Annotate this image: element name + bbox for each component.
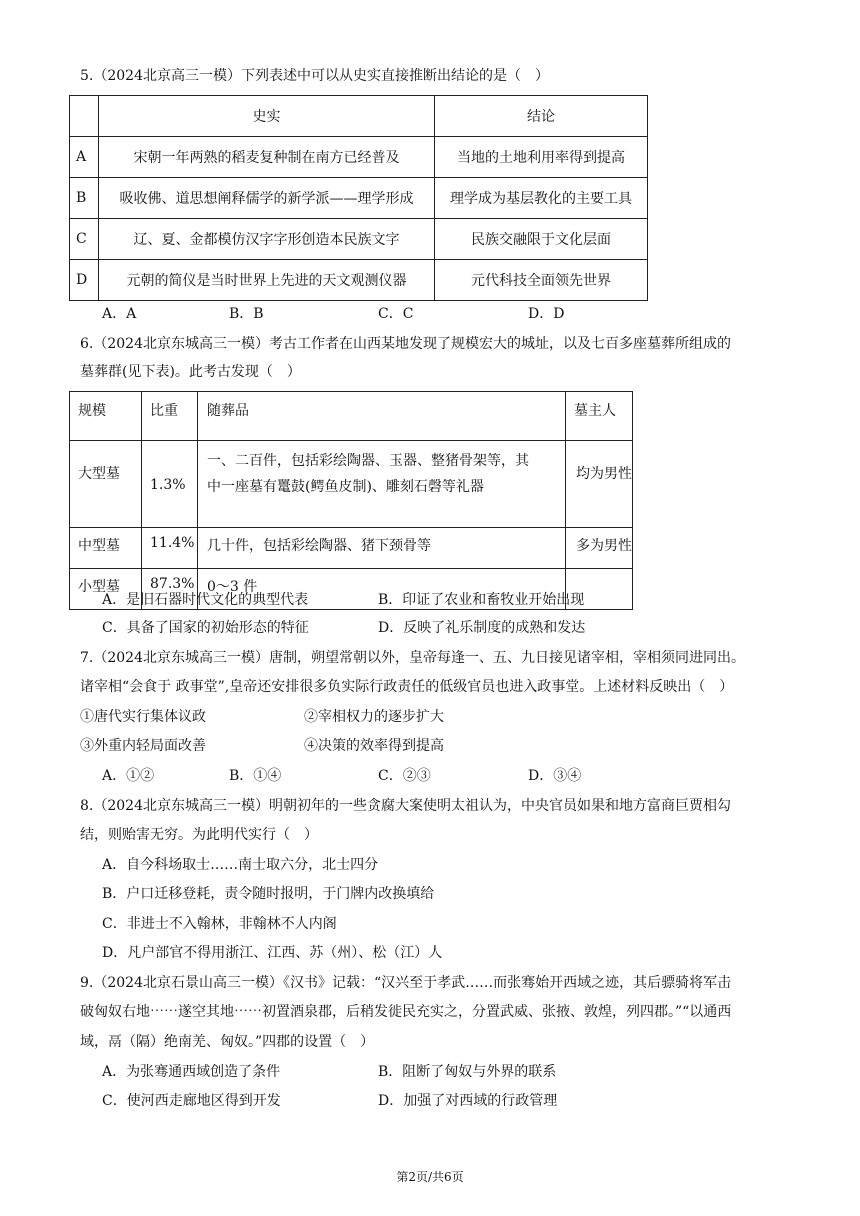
- option-a[interactable]: A．为张骞通西域创造了条件: [102, 1064, 281, 1080]
- ratio-cell: 87.3%: [142, 569, 198, 610]
- option-c[interactable]: C．具备了国家的初始形态的特征: [102, 620, 309, 636]
- option-a[interactable]: A．自今科场取士……南士取六分，北士四分: [102, 857, 379, 873]
- row-label: B: [70, 178, 99, 219]
- fact-cell: 吸收佛、道思想阐释儒学的新学派——理学形成: [99, 178, 435, 219]
- table-row: [70, 392, 633, 441]
- table-row: [70, 96, 648, 137]
- q6-table: [69, 391, 633, 610]
- header-cell: 墓主人: [566, 392, 633, 441]
- option-c[interactable]: C．②③: [378, 768, 431, 784]
- table-row: [70, 528, 633, 569]
- q8-stem-line1: 8.（2024北京东城高三一模）明朝初年的一些贪腐大案使明太祖认为，中央官员如果和地方富商巨贾相勾: [80, 798, 731, 814]
- goods-line: 一、二百件，包括彩绘陶器、玉器、整猪骨架等，其: [207, 453, 529, 469]
- header-cell: 史实: [99, 96, 435, 137]
- q5-stem: 5.（2024北京高三一模）下列表述中可以从史实直接推断出结论的是（ ）: [80, 68, 549, 84]
- fact-cell: 元朝的简仪是当时世界上先进的天文观测仪器: [99, 260, 435, 301]
- table-row: [70, 137, 648, 178]
- row-label: A: [70, 137, 99, 178]
- owner-cell: 多为男性: [566, 528, 633, 569]
- option-b[interactable]: B．B: [229, 306, 264, 322]
- scale-cell: 小型墓: [70, 569, 142, 610]
- owner-cell: 均为男性: [566, 441, 633, 528]
- ratio-cell: 1.3%: [142, 441, 198, 528]
- row-label: C: [70, 219, 99, 260]
- row-label: D: [70, 260, 99, 301]
- q5-table: [69, 95, 648, 301]
- q7-stem-line1: 7.（2024北京东城高三一模）唐制，朔望常朝以外，皇帝每逢一、五、九日接见诸宰相，宰相须同进同出。: [80, 650, 745, 666]
- option-a[interactable]: A．A: [102, 306, 137, 322]
- table-row: [70, 219, 648, 260]
- statement-item: ③外重内轻局面改善: [80, 738, 206, 754]
- table-row: [70, 260, 648, 301]
- scale-cell: 中型墓: [70, 528, 142, 569]
- option-d[interactable]: D．反映了礼乐制度的成熟和发达: [378, 620, 586, 636]
- option-b[interactable]: B．①④: [229, 768, 282, 784]
- conclusion-cell: 元代科技全面领先世界: [435, 260, 648, 301]
- table-row: [70, 441, 633, 528]
- q6-stem-line1: 6.（2024北京东城高三一模）考古工作者在山西某地发现了规模宏大的城址，以及七百多座墓葬所组成的: [80, 336, 731, 352]
- q9-stem-line3: 域，鬲（隔）绝南羌、匈奴。”四郡的设置（ ）: [80, 1034, 375, 1050]
- q9-stem-line2: 破匈奴右地⋯⋯遂空其地⋯⋯初置酒泉郡，后稍发徙民充实之，分置武威、张掖、敦煌，列四郡。”“以通西: [80, 1004, 732, 1020]
- fact-cell: 宋朝一年两熟的稻麦复种制在南方已经普及: [99, 137, 435, 178]
- conclusion-cell: 理学成为基层教化的主要工具: [435, 178, 648, 219]
- option-c[interactable]: C．使河西走廊地区得到开发: [102, 1093, 281, 1109]
- q8-stem-line2: 结，则贻害无穷。为此明代实行（ ）: [80, 827, 318, 843]
- header-cell: 比重: [142, 392, 198, 441]
- scale-cell: 大型墓: [70, 441, 142, 528]
- option-a[interactable]: A．是旧石器时代文化的典型代表: [102, 592, 309, 608]
- statement-item: ④决策的效率得到提高: [304, 738, 444, 754]
- option-d[interactable]: D．D: [528, 306, 565, 322]
- statement-item: ②宰相权力的逐步扩大: [304, 709, 444, 725]
- statement-item: ①唐代实行集体议政: [80, 709, 206, 725]
- table-row: [70, 178, 648, 219]
- goods-cell: [198, 441, 566, 528]
- option-a[interactable]: A．①②: [102, 768, 155, 784]
- header-cell: [70, 96, 99, 137]
- option-c[interactable]: C．C: [378, 306, 414, 322]
- option-d[interactable]: D．③④: [528, 768, 582, 784]
- goods-line: 中一座墓有鼍鼓(鳄鱼皮制)、雕刻石磬等礼器: [207, 479, 484, 495]
- option-d[interactable]: D．凡户部官不得用浙江、江西、苏（州）、松（江）人: [102, 945, 443, 961]
- page-number: 第2页/共6页: [396, 1170, 464, 1184]
- q9-stem-line1: 9.（2024北京石景山高三一模）《汉书》记载：“汉兴至于孝武……而张骞始开西域之迹，其后骠骑将军击: [80, 975, 732, 991]
- option-b[interactable]: B．阻断了匈奴与外界的联系: [378, 1064, 557, 1080]
- option-c[interactable]: C．非进士不入翰林，非翰林不人内阁: [102, 916, 337, 932]
- header-cell: 随葬品: [198, 392, 566, 441]
- fact-cell: 辽、夏、金都模仿汉字字形创造本民族文字: [99, 219, 435, 260]
- option-b[interactable]: B．印证了农业和畜牧业开始出现: [378, 592, 585, 608]
- goods-cell: 0～3 件: [198, 569, 566, 610]
- q7-stem-line2: 诸宰相“会食于 政事堂”,皇帝还安排很多负实际行政责任的低级官员也进入政事堂。上述材料反映出（ ）: [80, 679, 734, 695]
- option-b[interactable]: B．户口迁移登耗，责令随时报明，于门牌内改换填给: [102, 886, 435, 902]
- header-cell: 规模: [70, 392, 142, 441]
- q6-stem-line2: 墓葬群(见下表)。此考古发现（ ）: [80, 364, 301, 380]
- goods-cell: 几十件，包括彩绘陶器、猪下颈骨等: [198, 528, 566, 569]
- option-d[interactable]: D．加强了对西域的行政管理: [378, 1093, 558, 1109]
- header-cell: 结论: [435, 96, 648, 137]
- conclusion-cell: 当地的土地利用率得到提高: [435, 137, 648, 178]
- ratio-cell: 11.4%: [142, 528, 198, 569]
- conclusion-cell: 民族交融限于文化层面: [435, 219, 648, 260]
